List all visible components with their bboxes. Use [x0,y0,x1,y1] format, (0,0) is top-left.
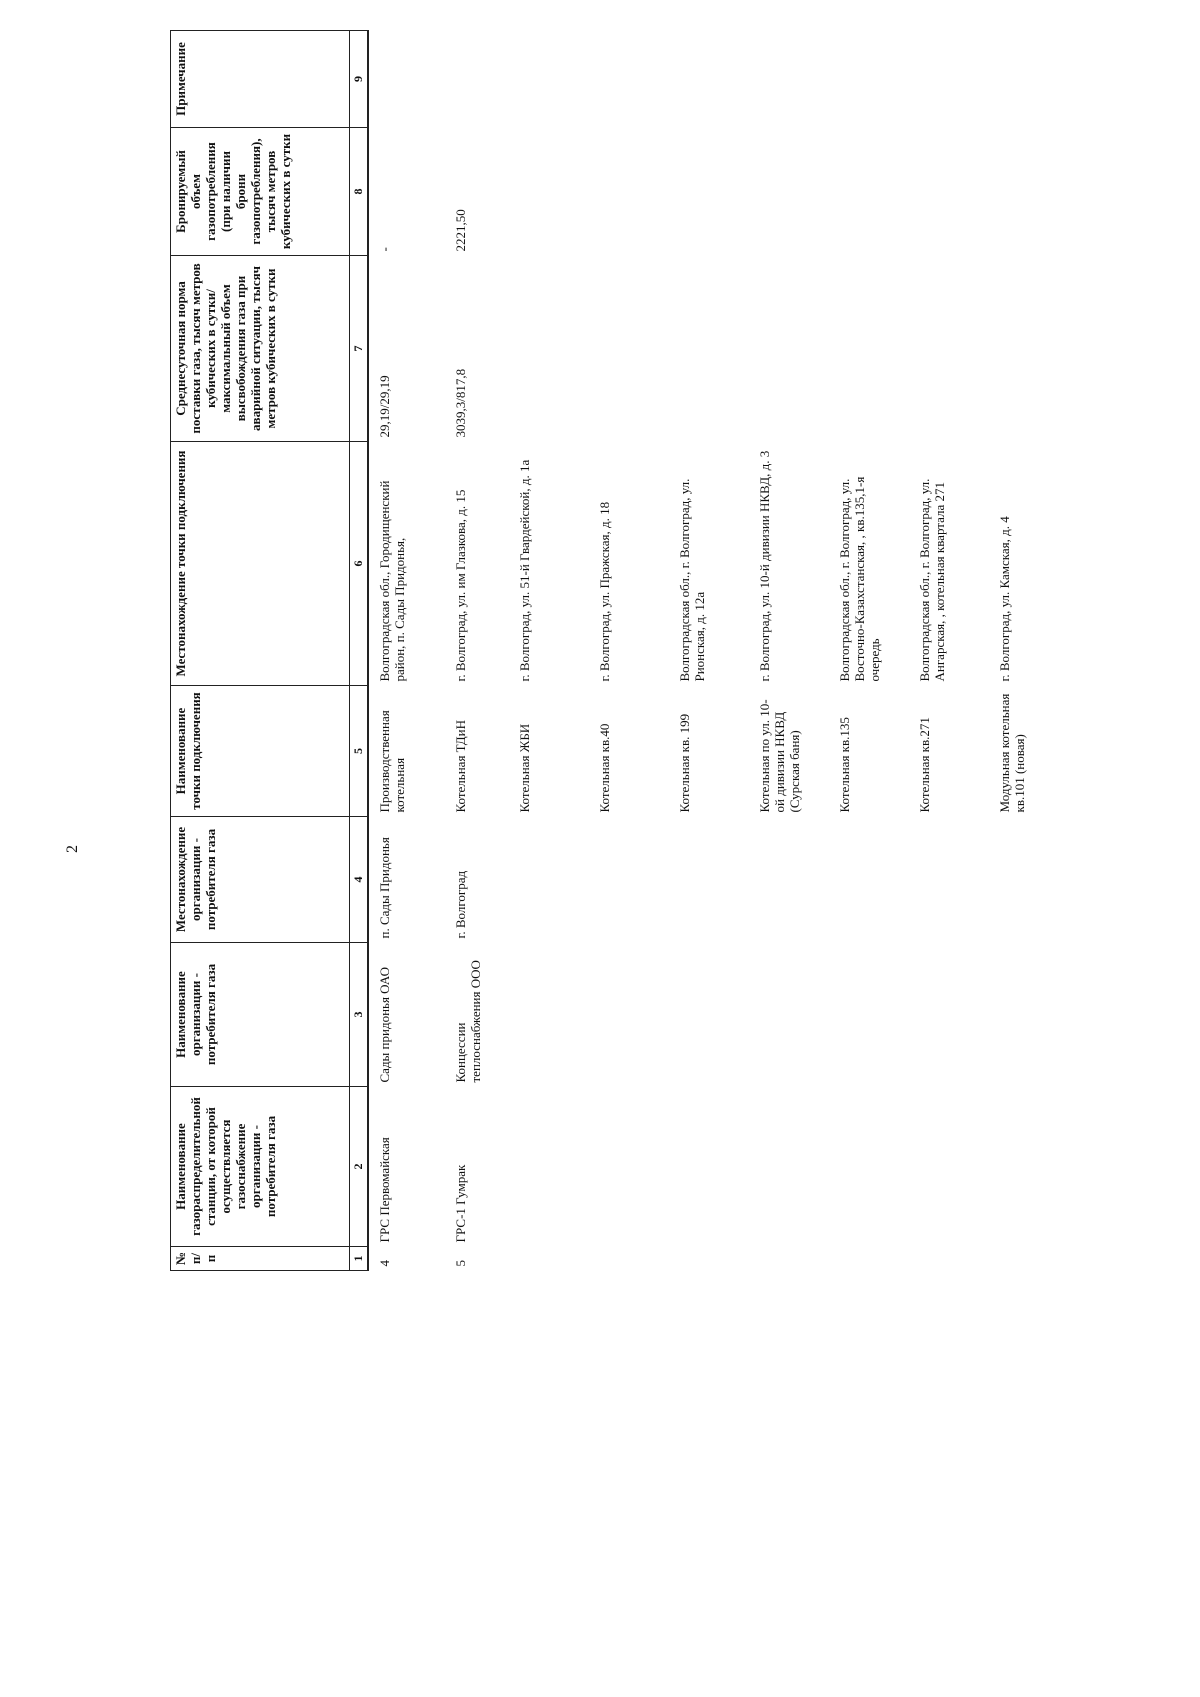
table-cell [909,943,989,1087]
table-cell [749,817,829,943]
table-cell: Волгоградская обл., г. Волгоград, ул. Рионская, д. 12а [677,478,707,682]
table-row [749,31,829,1271]
table-cell [669,31,749,128]
table-cell: Волгоградская обл., г. Волгоград, ул. Ангарская, , котельная квартала 271 [917,478,947,682]
table-cell [509,1087,589,1247]
table-cell [749,31,829,128]
table-cell [589,817,669,943]
table-cell [829,31,909,128]
page-number-text: 2 [64,845,81,853]
table-cell [749,943,829,1087]
table-cell: Котельная кв.271 [917,717,932,813]
table-cell [829,1087,909,1247]
table-row [669,31,749,1271]
table-cell [669,256,749,442]
table-cell [989,943,1069,1087]
table-cell [509,31,589,128]
column-number: 7 [350,256,369,442]
table-cell: Волгоградская обл., г. Волгоград, ул. Восточно-Казахстанская, , кв.135,1-я очередь [837,476,882,682]
header-cell: Среднесуточная норма поставки газа, тысяч метров кубических в сутки/максимальный объем высвобождения газа при аварийной ситуации, тысяч метров кубических в сутки [171,256,350,442]
column-number: 4 [350,817,369,943]
table-cell: п. Сады Придонья [377,837,392,939]
header-cell: Наименование газораспределительной станции, от которой осуществляется газоснабжение организации - потребителя газа [171,1087,350,1247]
table-cell: г. Волгоград [453,870,468,939]
table-cell: Модульная котельная кв.101 (новая) [997,693,1027,813]
table-cell [669,1247,749,1271]
table-cell: - [377,247,392,252]
table-cell [909,817,989,943]
table-cell [829,943,909,1087]
table-cell [829,817,909,943]
table-cell: 4 [377,1260,392,1267]
header-cell: Местонахождение точки подключения [171,442,350,686]
header-cell: Примечание [171,31,350,128]
header-cell: Местонахождение организации - потребителя газа [171,817,350,943]
table-cell: г. Волгоград, ул. 10-й дивизии НКВД, д. 3 [757,450,772,682]
table-cell: Котельная кв.40 [597,723,612,813]
table-cell [989,31,1069,128]
table-cell [989,817,1069,943]
column-number: 8 [350,128,369,256]
header-cell: Наименование точки подключения [171,686,350,817]
column-number: 6 [350,442,369,686]
header-row [171,31,350,1271]
table-cell [909,1247,989,1271]
column-number-row [350,31,369,1271]
table-cell [589,943,669,1087]
table-cell: Котельная по ул. 10-ой дивизии НКВД (Сурская баня) [757,699,802,813]
table-cell: Производственная котельная [377,710,407,813]
gas-supply-table [170,30,1069,1271]
table-cell [909,31,989,128]
table-cell: Сады придонья ОАО [377,966,392,1083]
table-cell [589,128,669,256]
table-cell [829,1247,909,1271]
table-cell: ГРС Первомайская [377,1137,392,1243]
gas-supply-table-sheet [170,31,1027,1271]
table-cell [909,128,989,256]
page-number [64,845,81,871]
table-cell [509,128,589,256]
table-row [589,31,669,1271]
table-cell [669,817,749,943]
table-cell: Котельная ТДиН [453,719,468,813]
table-cell [669,943,749,1087]
column-number: 1 [350,1247,369,1271]
table-cell [589,256,669,442]
table-cell [509,817,589,943]
header-cell: № п/п [171,1247,350,1271]
table-cell: г. Волгоград, ул. 51-й Гвардейской, д. 1а [517,459,532,682]
table-cell: г. Волгоград, ул. Камская, д. 4 [997,516,1012,682]
table-row [509,31,589,1271]
table-cell: 5 [453,1260,468,1267]
table-cell [909,1087,989,1247]
table-cell: 3039,3/817,8 [453,368,468,438]
table-cell [509,943,589,1087]
table-cell [749,1247,829,1271]
table-row [829,31,909,1271]
table-cell: Волгоградская обл., Городищенский район, п. Сады Придонья, [377,480,407,682]
column-number: 2 [350,1087,369,1247]
table-cell: г. Волгоград, ул. Пражская, д. 18 [597,501,612,682]
table-cell [669,128,749,256]
table-cell: Котельная кв. 199 [677,713,692,813]
table-cell: Концессии теплоснабжения ООО [453,960,483,1083]
table-cell [669,1087,749,1247]
table-cell: Котельная ЖБИ [517,723,532,813]
table-cell [749,1087,829,1247]
column-number: 9 [350,31,369,128]
table-cell [749,256,829,442]
table-cell [589,31,669,128]
table-cell [589,1247,669,1271]
table-cell: г. Волгоград, ул. им Глазкова, д. 15 [453,489,468,682]
column-number: 5 [350,686,369,817]
table-cell: Котельная кв.135 [837,717,852,813]
table-cell [909,256,989,442]
table-cell [989,128,1069,256]
table-row [989,31,1069,1271]
table-cell [989,1087,1069,1247]
table-cell: 2221,50 [453,209,468,252]
table-row [368,31,445,1271]
table-cell [989,256,1069,442]
table-cell: ГРС-1 Гумрак [453,1164,468,1243]
column-number: 3 [350,943,369,1087]
table-cell [829,256,909,442]
header-cell: Бронируемый объем газопотребления (при наличии брони газопотребления), тысяч метров кубических в сутки [171,128,350,256]
table-cell [509,256,589,442]
table-cell [589,1087,669,1247]
table-cell [989,1247,1069,1271]
table-row [445,31,509,1271]
table-cell [509,1247,589,1271]
header-cell: Наименование организации - потребителя газа [171,943,350,1087]
table-row [909,31,989,1271]
table-cell: 29,19/29,19 [377,375,392,438]
table-cell [368,31,445,128]
table-cell [445,31,509,128]
table-cell [749,128,829,256]
table-cell [829,128,909,256]
